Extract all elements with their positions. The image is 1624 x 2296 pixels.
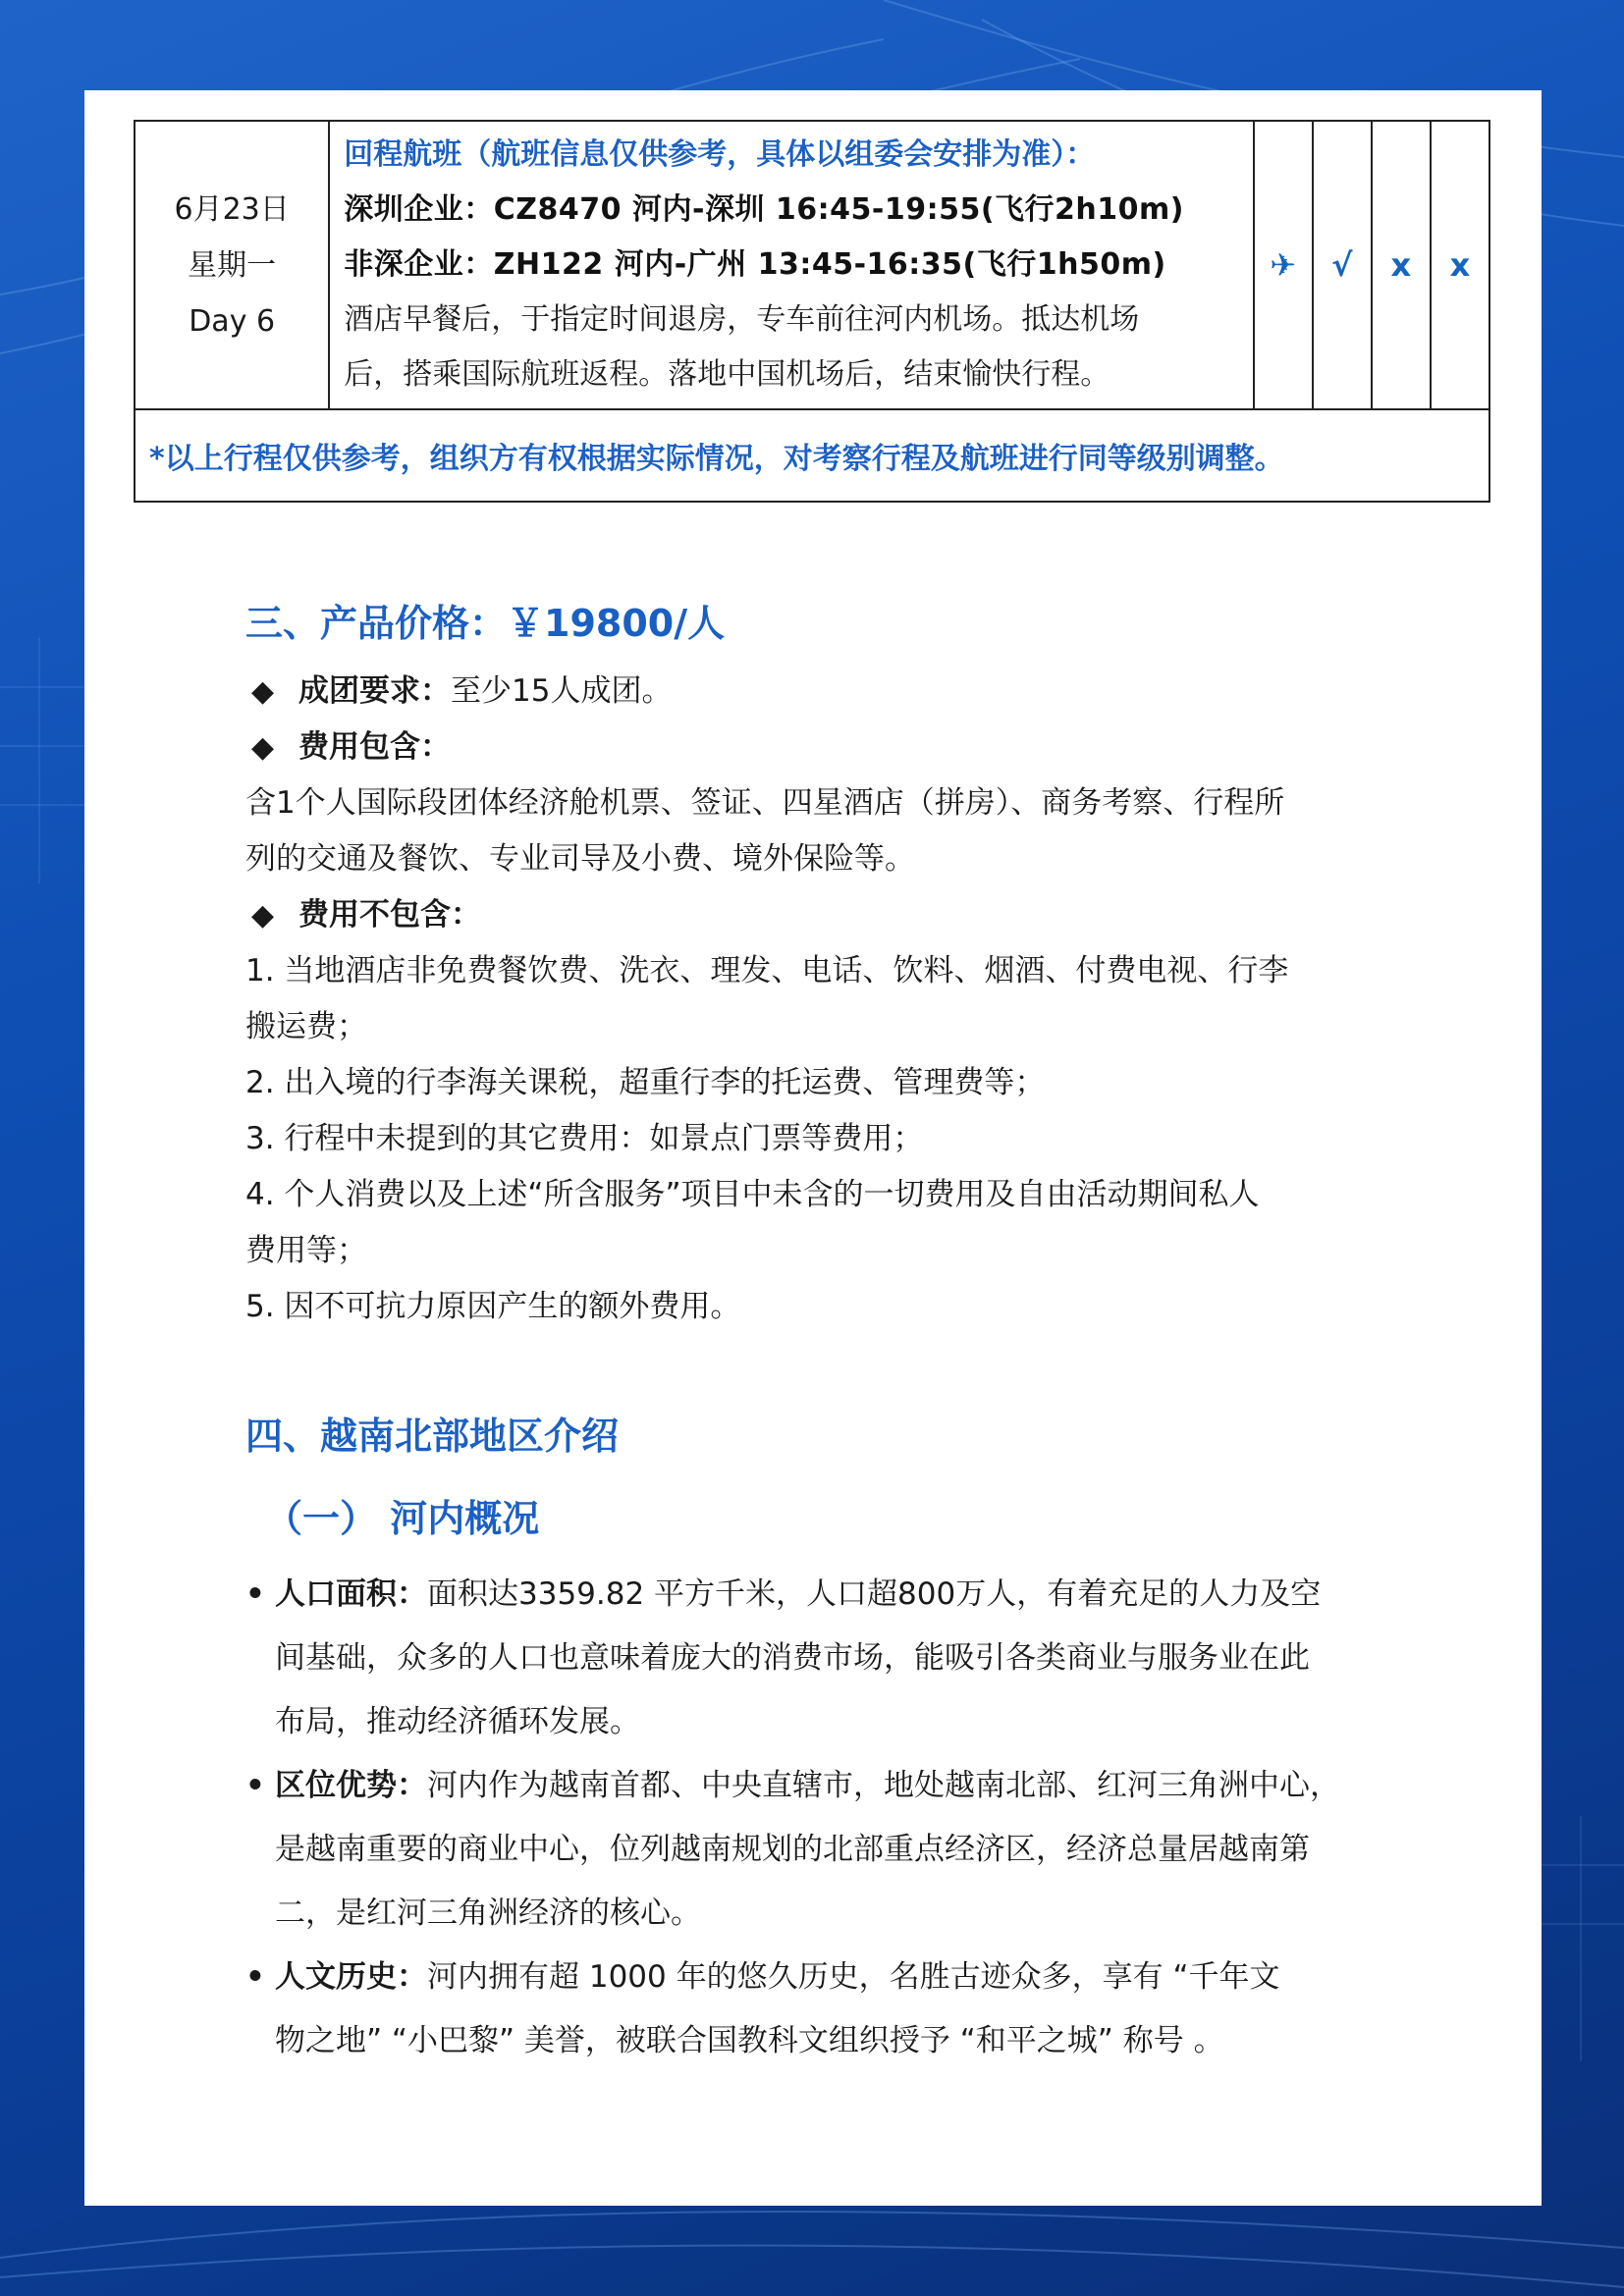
- dinner-mark: x: [1431, 121, 1489, 409]
- day-cell: [135, 121, 329, 409]
- description-line-2: 后，搭乘国际航班返程。落地中国机场后，结束愉快行程。: [344, 357, 1110, 392]
- excluded-heading: [245, 887, 1473, 943]
- item-line: 物之地” “小巴黎” 美誉，被联合国教科文组织授予 “和平之城” 称号 。: [275, 2023, 1224, 2058]
- bullet-icon: •: [245, 1576, 265, 1612]
- included-line-1: 含1个人国际段团体经济舱机票、签证、四星酒店（拼房）、商务考察、行程所: [245, 785, 1285, 821]
- excluded-item: 1. 当地酒店非免费餐饮费、洗衣、理发、电话、饮料、烟酒、付费电视、行李: [245, 953, 1289, 988]
- hanoi-overview-list: [245, 1563, 1483, 2073]
- day-number: Day 6: [189, 303, 276, 339]
- itinerary-table: [134, 120, 1490, 503]
- bullet-icon: •: [245, 1768, 265, 1803]
- itinerary-day6-row: [135, 121, 1489, 409]
- excluded-item: 3. 行程中未提到的其它费用：如景点门票等费用；: [245, 1121, 924, 1156]
- included-heading: [245, 720, 1473, 775]
- itinerary-note-row: [135, 409, 1489, 502]
- excluded-item: 4. 个人消费以及上述“所含服务”项目中未含的一切费用及自由活动期间私人: [245, 1177, 1260, 1212]
- document-page: [84, 90, 1542, 2206]
- item-line: 间基础，众多的人口也意味着庞大的消费市场，能吸引各类商业与服务业在此: [275, 1640, 1310, 1676]
- item-line: 二，是红河三角洲经济的核心。: [275, 1896, 701, 1931]
- flight-shenzhen: [344, 183, 1240, 238]
- price-section-body: [245, 664, 1473, 1335]
- excluded-label: 费用不包含：: [298, 897, 481, 933]
- group-requirement-value: 至少15人成团。: [451, 673, 673, 709]
- price-section-title: 三、产品价格：￥19800/人: [245, 602, 726, 645]
- list-item: [245, 1946, 1483, 2073]
- flight-shenzhen-detail: CZ8470 河内-深圳 16:45-19:55(飞行2h10m): [493, 192, 1184, 227]
- lunch-mark: x: [1372, 121, 1431, 409]
- item-line: 是越南重要的商业中心，位列越南规划的北部重点经济区，经济总量居越南第: [275, 1832, 1310, 1867]
- diamond-bullet-icon: ◆: [251, 898, 275, 933]
- excluded-item: 2. 出入境的行李海关课税，超重行李的托运费、管理费等；: [245, 1065, 1046, 1100]
- item-label: 区位优势：: [275, 1768, 427, 1803]
- itinerary-note: *以上行程仅供参考，组织方有权根据实际情况，对考察行程及航班进行同等级别调整。: [135, 409, 1489, 502]
- item-label: 人文历史：: [275, 1959, 427, 1995]
- airplane-icon: ✈: [1254, 121, 1313, 409]
- day-date: 6月23日: [174, 191, 290, 227]
- hanoi-subtitle: （一） 河内概况: [265, 1497, 540, 1540]
- excluded-item: 搬运费；: [245, 1009, 367, 1044]
- item-label: 人口面积：: [275, 1576, 427, 1612]
- diamond-bullet-icon: ◆: [251, 730, 275, 765]
- return-flight-title: 回程航班（航班信息仅供参考，具体以组委会安排为准）：: [344, 137, 1096, 172]
- included-label: 费用包含：: [298, 729, 451, 765]
- group-requirement-label: 成团要求：: [298, 673, 451, 709]
- excluded-item: 5. 因不可抗力原因产生的额外费用。: [245, 1289, 741, 1324]
- group-requirement: [245, 664, 1473, 720]
- breakfast-mark: √: [1313, 121, 1372, 409]
- list-item: [245, 1754, 1483, 1946]
- excluded-item: 费用等；: [245, 1233, 367, 1268]
- item-line: 河内拥有超 1000 年的悠久历史，名胜古迹众多，享有 “千年文: [427, 1959, 1280, 1995]
- list-item: [245, 1563, 1483, 1754]
- item-line: 河内作为越南首都、中央直辖市，地处越南北部、红河三角洲中心，: [427, 1768, 1340, 1803]
- day-description-cell: [329, 121, 1253, 409]
- day-weekday: 星期一: [188, 247, 277, 283]
- description-line-1: 酒店早餐后，于指定时间退房，专车前往河内机场。抵达机场: [344, 302, 1140, 337]
- flight-shenzhen-label: 深圳企业：: [344, 192, 494, 227]
- diamond-bullet-icon: ◆: [251, 674, 275, 709]
- bullet-icon: •: [245, 1959, 265, 1995]
- flight-other-label: 非深企业：: [344, 247, 494, 282]
- included-line-2: 列的交通及餐饮、专业司导及小费、境外保险等。: [245, 841, 915, 877]
- flight-other-detail: ZH122 河内-广州 13:45-16:35(飞行1h50m): [493, 247, 1166, 282]
- item-line: 布局，推动经济循环发展。: [275, 1704, 640, 1739]
- item-line: 面积达3359.82 平方千米，人口超800万人，有着充足的人力及空: [427, 1576, 1322, 1612]
- region-section-title: 四、越南北部地区介绍: [245, 1415, 620, 1458]
- flight-other: [344, 238, 1240, 293]
